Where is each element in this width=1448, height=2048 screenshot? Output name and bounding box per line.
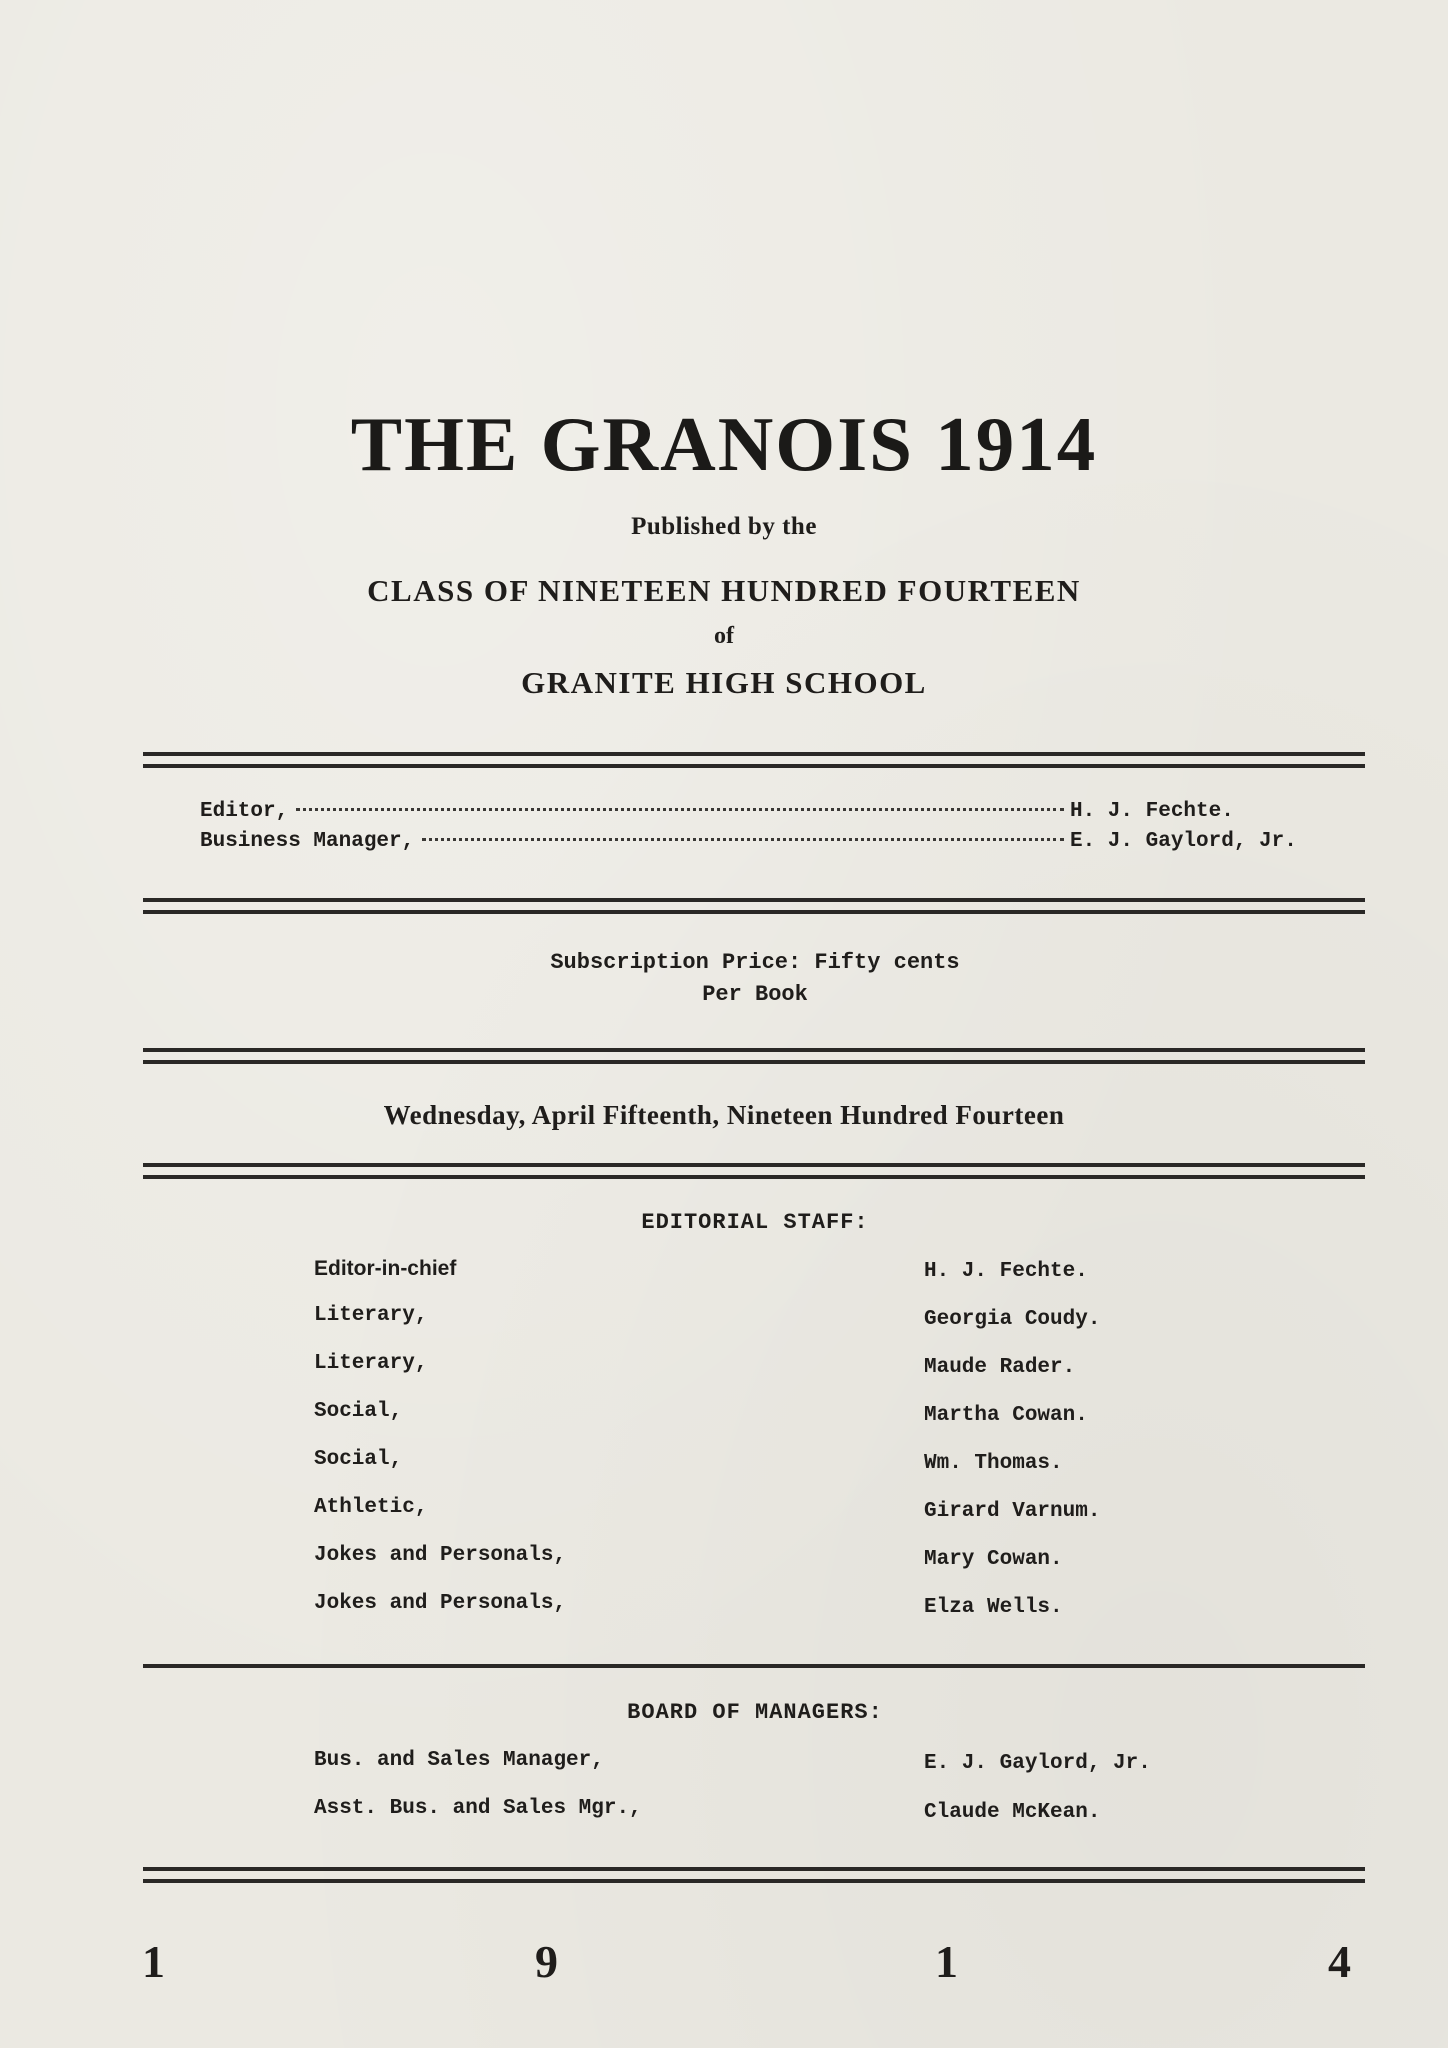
editorial-staff-heading: EDITORIAL STAFF: <box>641 1210 869 1235</box>
staff-role: Social, <box>314 1400 403 1423</box>
officer-name: E. J. Gaylord, Jr. <box>1070 830 1297 853</box>
published-by-line: Published by the <box>631 513 817 540</box>
manager-name: E. J. Gaylord, Jr. <box>924 1752 1151 1775</box>
officer-row-editor <box>200 800 1310 830</box>
officer-row-business-manager <box>200 830 1310 860</box>
manager-name: Claude McKean. <box>924 1801 1101 1824</box>
subscription-per-book: Per Book <box>702 982 808 1007</box>
divider-rule <box>143 1867 1365 1883</box>
dot-leader <box>422 838 1064 841</box>
staff-name: Maude Rader. <box>924 1356 1076 1379</box>
staff-role: Athletic, <box>314 1496 428 1519</box>
divider-rule <box>143 898 1365 914</box>
staff-name: Martha Cowan. <box>924 1404 1088 1427</box>
staff-role: Literary, <box>314 1352 428 1375</box>
footer-year-digit: 4 <box>1328 1936 1351 1987</box>
officer-name: H. J. Fechte. <box>1070 800 1234 823</box>
of-line: of <box>714 623 734 649</box>
footer-year-digit: 1 <box>142 1936 165 1987</box>
officer-label: Editor, <box>200 800 289 823</box>
manager-role: Bus. and Sales Manager, <box>314 1749 604 1772</box>
staff-role: Literary, <box>314 1304 428 1327</box>
staff-name: Girard Varnum. <box>924 1500 1101 1523</box>
class-line: CLASS OF NINETEEN HUNDRED FOURTEEN <box>367 573 1081 608</box>
divider-rule <box>143 1664 1365 1668</box>
board-of-managers-heading: BOARD OF MANAGERS: <box>627 1700 883 1725</box>
staff-role: Jokes and Personals, <box>314 1544 567 1567</box>
page-title: THE GRANOIS 1914 <box>350 401 1098 487</box>
subscription-price: Subscription Price: Fifty cents <box>550 950 960 975</box>
footer-year-digit: 1 <box>935 1936 958 1987</box>
dot-leader <box>296 808 1064 811</box>
staff-name: Elza Wells. <box>924 1596 1063 1619</box>
staff-role: Social, <box>314 1448 403 1471</box>
officer-label: Business Manager, <box>200 830 415 853</box>
staff-name: Mary Cowan. <box>924 1548 1063 1571</box>
staff-role: Jokes and Personals, <box>314 1592 567 1615</box>
publication-date: Wednesday, April Fifteenth, Nineteen Hundred Fourteen <box>383 1100 1065 1130</box>
staff-name: Wm. Thomas. <box>924 1452 1063 1475</box>
divider-rule <box>143 1048 1365 1064</box>
footer-year-digit: 9 <box>535 1936 558 1987</box>
manager-role: Asst. Bus. and Sales Mgr., <box>314 1797 642 1820</box>
staff-name: H. J. Fechte. <box>924 1260 1088 1283</box>
school-name: GRANITE HIGH SCHOOL <box>521 665 927 700</box>
divider-rule <box>143 752 1365 768</box>
divider-rule <box>143 1163 1365 1179</box>
staff-role: Editor-in-chief <box>314 1257 457 1280</box>
staff-name: Georgia Coudy. <box>924 1308 1101 1331</box>
